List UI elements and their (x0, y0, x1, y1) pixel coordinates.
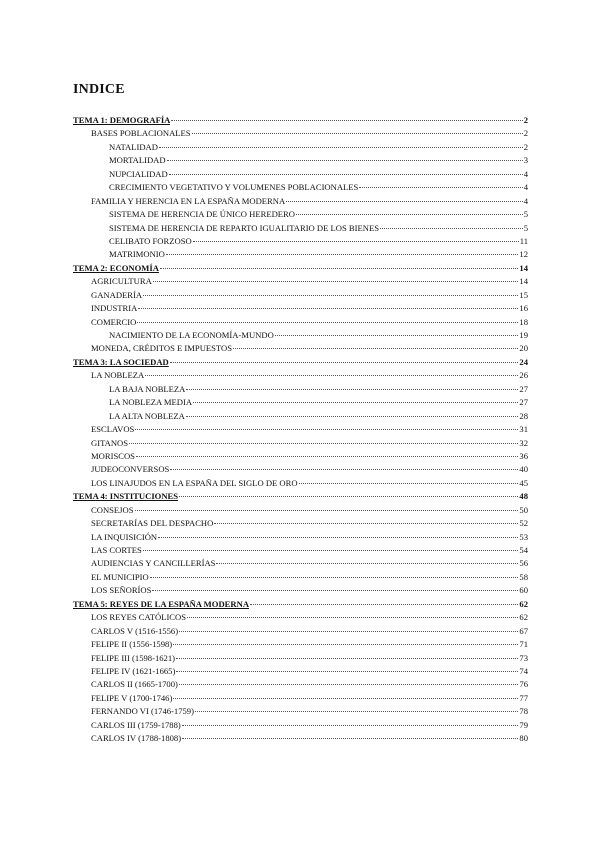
toc-entry-page-number: 20 (519, 343, 528, 354)
dot-leader (152, 589, 518, 591)
toc-entry[interactable] (73, 141, 528, 154)
dot-leader (216, 562, 518, 564)
toc-entry-page-number: 67 (519, 625, 528, 636)
dot-leader (143, 549, 519, 551)
toc-entry-title: LOS SEÑORÍOS (91, 585, 152, 596)
toc-entry-title: SISTEMA DE HERENCIA DE ÚNICO HEREDERO (109, 209, 295, 220)
toc-entry-title: CELIBATO FORZOSO (109, 235, 192, 246)
toc-entry-title: NATALIDAD (109, 141, 158, 152)
dot-leader (145, 374, 518, 376)
toc-entry-title: CARLOS III (1759-1788) (91, 719, 181, 730)
toc-entry[interactable] (73, 719, 528, 732)
toc-entry-title: TEMA 5: REYES DE LA ESPAÑA MODERNA (73, 598, 250, 609)
toc-entry[interactable] (73, 692, 528, 705)
toc-entry-page-number: 62 (519, 612, 528, 623)
toc-entry-title: NACIMIENTO DE LA ECONOMÍA-MUNDO (109, 330, 274, 340)
dot-leader (179, 495, 518, 497)
toc-entry[interactable] (73, 195, 528, 208)
dot-leader (179, 683, 519, 685)
toc-entry[interactable] (73, 450, 528, 463)
dot-leader (129, 442, 518, 444)
toc-entry-title: FELIPE V (1700-1746) (91, 692, 173, 703)
toc-entry-page-number: 52 (519, 518, 528, 529)
toc-entry[interactable] (73, 275, 528, 288)
toc-entry[interactable] (73, 477, 528, 490)
dot-leader (170, 468, 518, 470)
toc-entry[interactable] (73, 665, 528, 678)
toc-entry[interactable] (73, 517, 528, 530)
toc-entry[interactable] (73, 181, 528, 194)
toc-entry-page-number: 16 (519, 303, 528, 314)
toc-entry-page-number: 54 (519, 545, 528, 555)
toc-entry[interactable] (73, 168, 528, 181)
toc-entry[interactable] (73, 531, 528, 544)
dot-leader (187, 616, 518, 618)
dot-leader (359, 186, 522, 188)
toc-entry-title: COMERCIO (91, 316, 137, 327)
toc-entry-page-number: 12 (519, 249, 528, 260)
toc-entry-title: NUPCIALIDAD (109, 168, 168, 179)
toc-entry[interactable] (73, 235, 528, 248)
dot-leader (182, 724, 519, 726)
toc-entry-title: INDUSTRIA (91, 303, 138, 314)
toc-entry-title: CARLOS IV (1788-1808) (91, 733, 182, 744)
dot-leader (182, 737, 518, 739)
dot-leader (171, 119, 522, 121)
toc-entry-title: CRECIMIENTO VEGETATIVO Y VOLUMENES POBLACIONALES (109, 182, 359, 193)
toc-entry[interactable] (73, 289, 528, 302)
dot-leader (286, 200, 523, 202)
toc-entry-page-number: 19 (519, 330, 528, 340)
toc-entry[interactable] (73, 678, 528, 691)
dot-leader (193, 401, 518, 403)
toc-entry-page-number: 40 (519, 464, 528, 475)
toc-entry[interactable] (73, 208, 528, 221)
toc-entry-title: CONSEJOS (91, 504, 134, 515)
toc-entry[interactable] (73, 127, 528, 140)
toc-entry-title: TEMA 3: LA SOCIEDAD (73, 356, 169, 367)
toc-entry-page-number: 74 (519, 665, 528, 676)
toc-entry[interactable] (73, 114, 528, 127)
dot-leader (153, 280, 519, 282)
toc-entry-page-number: 73 (519, 652, 528, 663)
toc-entry-title: LAS CORTES (91, 545, 142, 555)
toc-entry-title: FELIPE IV (1621-1665) (91, 665, 176, 676)
toc-entry[interactable] (73, 410, 528, 423)
toc-entry-title: MORISCOS (91, 450, 135, 461)
toc-entry[interactable] (73, 463, 528, 476)
toc-entry[interactable] (73, 329, 528, 342)
toc-entry[interactable] (73, 571, 528, 584)
toc-entry-page-number: 3 (523, 155, 528, 166)
dot-leader (195, 710, 518, 712)
toc-entry-title: LOS REYES CATÓLICOS (91, 612, 187, 623)
toc-entry-title: CARLOS V (1516-1556) (91, 625, 179, 636)
page-title: INDICE (73, 82, 125, 97)
toc-entry-title: TEMA 2: ECONOMÍA (73, 262, 159, 273)
toc-entry-title: ESCLAVOS (91, 424, 135, 435)
dot-leader (150, 576, 519, 578)
toc-entry-title: EL MUNICIPIO (91, 571, 149, 582)
toc-entry-page-number: 27 (519, 383, 528, 394)
toc-entry-page-number: 5 (523, 209, 528, 220)
toc-entry-page-number: 77 (519, 692, 528, 703)
dot-leader (166, 253, 519, 255)
toc-entry-page-number: 50 (519, 504, 528, 515)
toc-entry[interactable] (73, 342, 528, 355)
toc-entry-title: GANADERÍA (91, 289, 143, 300)
toc-entry-page-number: 2 (523, 141, 528, 152)
toc-entry-title: LOS LINAJUDOS EN LA ESPAÑA DEL SIGLO DE ORO (91, 477, 298, 488)
toc-entry[interactable] (73, 423, 528, 436)
toc-entry-page-number: 28 (519, 410, 528, 421)
toc-entry-page-number: 53 (519, 531, 528, 542)
toc-entry-page-number: 4 (523, 168, 528, 179)
toc-entry-title: LA BAJA NOBLEZA (109, 383, 186, 394)
toc-entry-title: TEMA 4: INSTITUCIONES (73, 491, 179, 502)
toc-entry[interactable] (73, 490, 528, 503)
toc-entry[interactable] (73, 437, 528, 450)
toc-entry[interactable] (73, 396, 528, 409)
toc-entry-page-number: 78 (519, 706, 528, 717)
toc-entry-page-number: 24 (519, 356, 528, 367)
toc-entry-title: BASES POBLACIONALES (91, 128, 191, 139)
toc-entry-page-number: 26 (519, 370, 528, 381)
toc-entry-title: AGRICULTURA (91, 276, 152, 287)
toc-entry-title: CARLOS II (1665-1700) (91, 679, 178, 690)
toc-entry-page-number: 11 (519, 235, 528, 246)
toc-entry[interactable] (73, 544, 528, 557)
toc-entry-title: LA NOBLEZA MEDIA (109, 397, 193, 408)
toc-entry-title: MATRIMONIO (109, 249, 165, 260)
dot-leader (214, 522, 518, 524)
toc-entry-page-number: 31 (519, 424, 528, 435)
dot-leader (137, 321, 518, 323)
dot-leader (186, 388, 518, 390)
toc-entry[interactable] (73, 638, 528, 651)
toc-entry-page-number: 14 (519, 262, 528, 273)
toc-entry-page-number: 62 (519, 598, 528, 609)
toc-entry-title: MONEDA, CRÉDITOS E IMPUESTOS (91, 343, 233, 354)
dot-leader (176, 670, 518, 672)
toc-entry[interactable] (73, 222, 528, 235)
toc-entry-page-number: 4 (523, 195, 528, 206)
toc-entry-page-number: 45 (519, 477, 528, 488)
dot-leader (192, 132, 523, 134)
dot-leader (193, 240, 519, 242)
toc-entry-page-number: 58 (519, 571, 528, 582)
dot-leader (167, 159, 523, 161)
dot-leader (380, 227, 523, 229)
dot-leader (135, 509, 519, 511)
toc-entry[interactable] (73, 625, 528, 638)
toc-entry-page-number: 4 (523, 182, 528, 193)
toc-entry-title: MORTALIDAD (109, 155, 166, 166)
dot-leader (158, 536, 518, 538)
dot-leader (179, 630, 518, 632)
dot-leader (135, 428, 518, 430)
toc-entry[interactable] (73, 584, 528, 597)
toc-entry-page-number: 80 (519, 733, 528, 744)
toc-entry-title: LA INQUISICIÓN (91, 531, 158, 542)
toc-entry-title: JUDEOCONVERSOS (91, 464, 170, 475)
toc-entry-page-number: 32 (519, 437, 528, 448)
dot-leader (138, 307, 518, 309)
toc-entry-page-number: 2 (523, 128, 528, 139)
dot-leader (143, 294, 518, 296)
toc-entry[interactable] (73, 154, 528, 167)
toc-entry-page-number: 48 (519, 491, 528, 502)
dot-leader (296, 213, 523, 215)
dot-leader (186, 415, 519, 417)
dot-leader (169, 173, 523, 175)
toc-entry-title: LA NOBLEZA (91, 370, 145, 381)
dot-leader (250, 603, 518, 605)
toc-entry[interactable] (73, 369, 528, 382)
toc-entry[interactable] (73, 383, 528, 396)
toc-entry-title: SISTEMA DE HERENCIA DE REPARTO IGUALITARIO DE LOS BIENES (109, 222, 379, 233)
toc-entry[interactable] (73, 611, 528, 624)
dot-leader (160, 267, 518, 269)
toc-entry-title: GITANOS (91, 437, 129, 448)
toc-entry-page-number: 5 (523, 222, 528, 233)
toc-entry[interactable] (73, 504, 528, 517)
toc-entry[interactable] (73, 356, 528, 369)
toc-entry-title: SECRETARÍAS DEL DESPACHO (91, 518, 214, 529)
toc-entry[interactable] (73, 652, 528, 665)
toc-entry-title: FELIPE II (1556-1598) (91, 639, 173, 650)
toc-entry[interactable] (73, 262, 528, 275)
toc-entry-page-number: 36 (519, 450, 528, 461)
dot-leader (176, 657, 518, 659)
toc-entry-page-number: 2 (523, 115, 528, 125)
toc-entry[interactable] (73, 598, 528, 611)
toc-entry-title: FAMILIA Y HERENCIA EN LA ESPAÑA MODERNA (91, 195, 286, 206)
toc-entry-page-number: 18 (519, 316, 528, 327)
toc-entry-page-number: 15 (519, 289, 528, 300)
toc-entry-page-number: 56 (519, 558, 528, 569)
dot-leader (136, 455, 518, 457)
toc-entry-page-number: 79 (519, 719, 528, 730)
toc-entry-page-number: 27 (519, 397, 528, 408)
dot-leader (233, 347, 518, 349)
toc-entry[interactable] (73, 316, 528, 329)
toc-entry-title: FELIPE III (1598-1621) (91, 652, 176, 663)
toc-entry-title: AUDIENCIAS Y CANCILLERÍAS (91, 558, 216, 569)
toc-entry[interactable] (73, 705, 528, 718)
dot-leader (299, 482, 519, 484)
toc-entry-page-number: 14 (519, 276, 528, 287)
toc-entry-page-number: 60 (519, 585, 528, 596)
toc-entry-page-number: 71 (519, 639, 528, 650)
toc-entry[interactable] (73, 302, 528, 315)
dot-leader (275, 334, 519, 336)
toc-entry-title: TEMA 1: DEMOGRAFÍA (73, 115, 171, 125)
table-of-contents (73, 114, 528, 746)
dot-leader (173, 697, 518, 699)
dot-leader (170, 361, 519, 363)
toc-entry-page-number: 76 (519, 679, 528, 690)
dot-leader (159, 146, 523, 148)
toc-entry[interactable] (73, 248, 528, 261)
toc-entry[interactable] (73, 557, 528, 570)
toc-entry-title: FERNANDO VI (1746-1759) (91, 706, 194, 717)
dot-leader (173, 643, 518, 645)
toc-entry[interactable] (73, 732, 528, 745)
toc-entry-title: LA ALTA NOBLEZA (109, 410, 185, 421)
